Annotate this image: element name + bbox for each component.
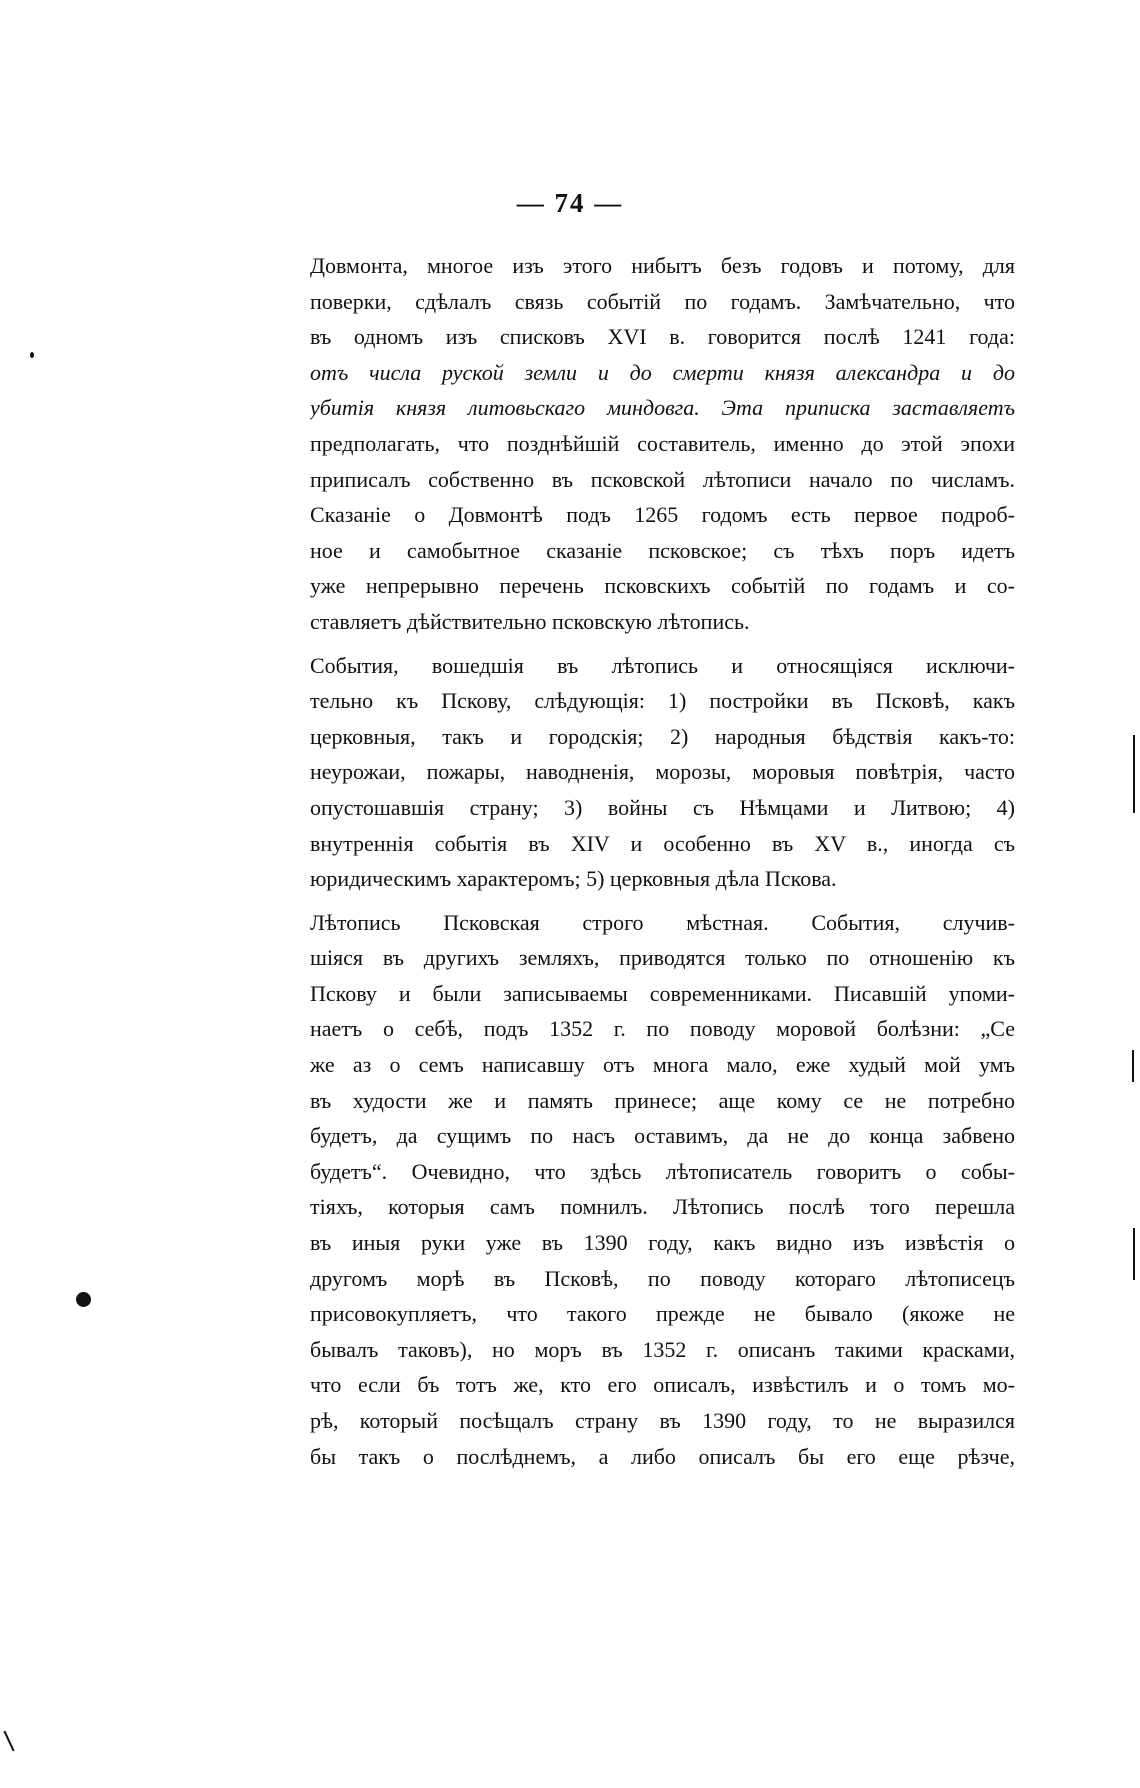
text-line: будетъ“. Очевидно, что здѣсь лѣтописатель говоритъ о собы-	[310, 1158, 1015, 1184]
text-line: церковныя, такъ и городскія; 2) народныя бѣдствія какъ-то:	[310, 723, 1015, 749]
text-line: другомъ морѣ въ Псковѣ, по поводу котораго лѣтописецъ	[310, 1265, 1015, 1291]
text-line: тіяхъ, которыя самъ помнилъ. Лѣтопись послѣ того перешла	[310, 1194, 1015, 1220]
scan-edge-mark	[1133, 1228, 1135, 1280]
text-line: неурожаи, пожары, наводненія, морозы, моровыя повѣтрія, часто	[310, 759, 1015, 785]
text-line: предполагать, что позднѣйшій составитель, именно до этой эпохи	[310, 430, 1015, 456]
text-line: ное и самобытное сказаніе псковское; съ тѣхъ поръ идетъ	[310, 537, 1015, 563]
text-line: убитія князя литовьскаго миндовга. Эта приписка заставляетъ	[310, 395, 1015, 421]
body-text	[310, 248, 1015, 1474]
text-line: ставляетъ дѣйствительно псковскую лѣтопись.	[310, 608, 750, 634]
scan-speck	[30, 352, 34, 358]
text-line: Довмонта, многое изъ этого нибытъ безъ годовъ и потому, для	[310, 253, 1015, 278]
text-line: въ одномъ изъ списковъ XVI в. говорится послѣ 1241 года:	[310, 324, 1015, 350]
text-line: тельно къ Пскову, слѣдующія: 1) постройки въ Псковѣ, какъ	[310, 688, 1015, 714]
scan-blot	[76, 1292, 91, 1307]
text-line: бы такъ о послѣднемъ, а либо описалъ бы его еще рѣзче,	[310, 1443, 1015, 1469]
text-line: Сказаніе о Довмонтѣ подъ 1265 годомъ есть первое подроб-	[310, 502, 1015, 528]
text-line: приписалъ собственно въ псковской лѣтописи начало по числамъ.	[310, 466, 1015, 492]
scan-edge-mark	[1132, 1050, 1134, 1082]
text-line: наетъ о себѣ, подъ 1352 г. по поводу моровой болѣзни: „Се	[310, 1016, 1015, 1042]
text-line: Пскову и были записываемы современниками. Писавшій упоми-	[310, 980, 1015, 1006]
text-line: рѣ, который посѣщалъ страну въ 1390 году, то не выразился	[310, 1408, 1015, 1433]
scan-corner-mark	[3, 1731, 14, 1752]
text-line: опустошавшія страну; 3) войны съ Нѣмцами и Литвою; 4)	[310, 794, 1015, 820]
text-line: присовокупляетъ, что такого прежде не бывало (якоже не	[310, 1301, 1015, 1327]
text-line: События, вошедшія въ лѣтопись и относящіяся исключи-	[310, 652, 1015, 678]
text-line: поверки, сдѣлалъ связь событій по годамъ. Замѣчательно, что	[310, 288, 1015, 314]
text-line: въ иныя руки уже въ 1390 году, какъ видно изъ извѣстія о	[310, 1230, 1015, 1256]
text-line: будетъ, да сущимъ по насъ оставимъ, да не до конца забвено	[310, 1123, 1015, 1149]
text-line: уже непрерывно перечень псковскихъ событій по годамъ и со-	[310, 573, 1015, 599]
text-line: бывалъ таковъ), но моръ въ 1352 г. описанъ такими красками,	[310, 1336, 1015, 1362]
scan-edge-mark	[1133, 735, 1135, 813]
text-line: шіяся въ другихъ земляхъ, приводятся только по отношенію къ	[310, 945, 1015, 971]
text-line: внутреннія событія въ XIV и особенно въ XV в., иногда съ	[310, 830, 1015, 856]
text-line: что если бъ тотъ же, кто его описалъ, извѣстилъ и о томъ мо-	[310, 1372, 1015, 1398]
text-line: Лѣтопись Псковская строго мѣстная. События, случив-	[310, 909, 1015, 935]
page-number: — 74 —	[516, 188, 624, 218]
text-line: въ худости же и память принесе; аще кому се не потребно	[310, 1087, 1015, 1113]
text-line: юридическимъ характеромъ; 5) церковныя дѣла Пскова.	[310, 866, 837, 892]
text-line: отъ числа руской земли и до смерти князя александра и до	[310, 359, 1015, 385]
text-line: же аз о семъ написавшу отъ многа мало, еже худый мой умъ	[310, 1052, 1015, 1078]
